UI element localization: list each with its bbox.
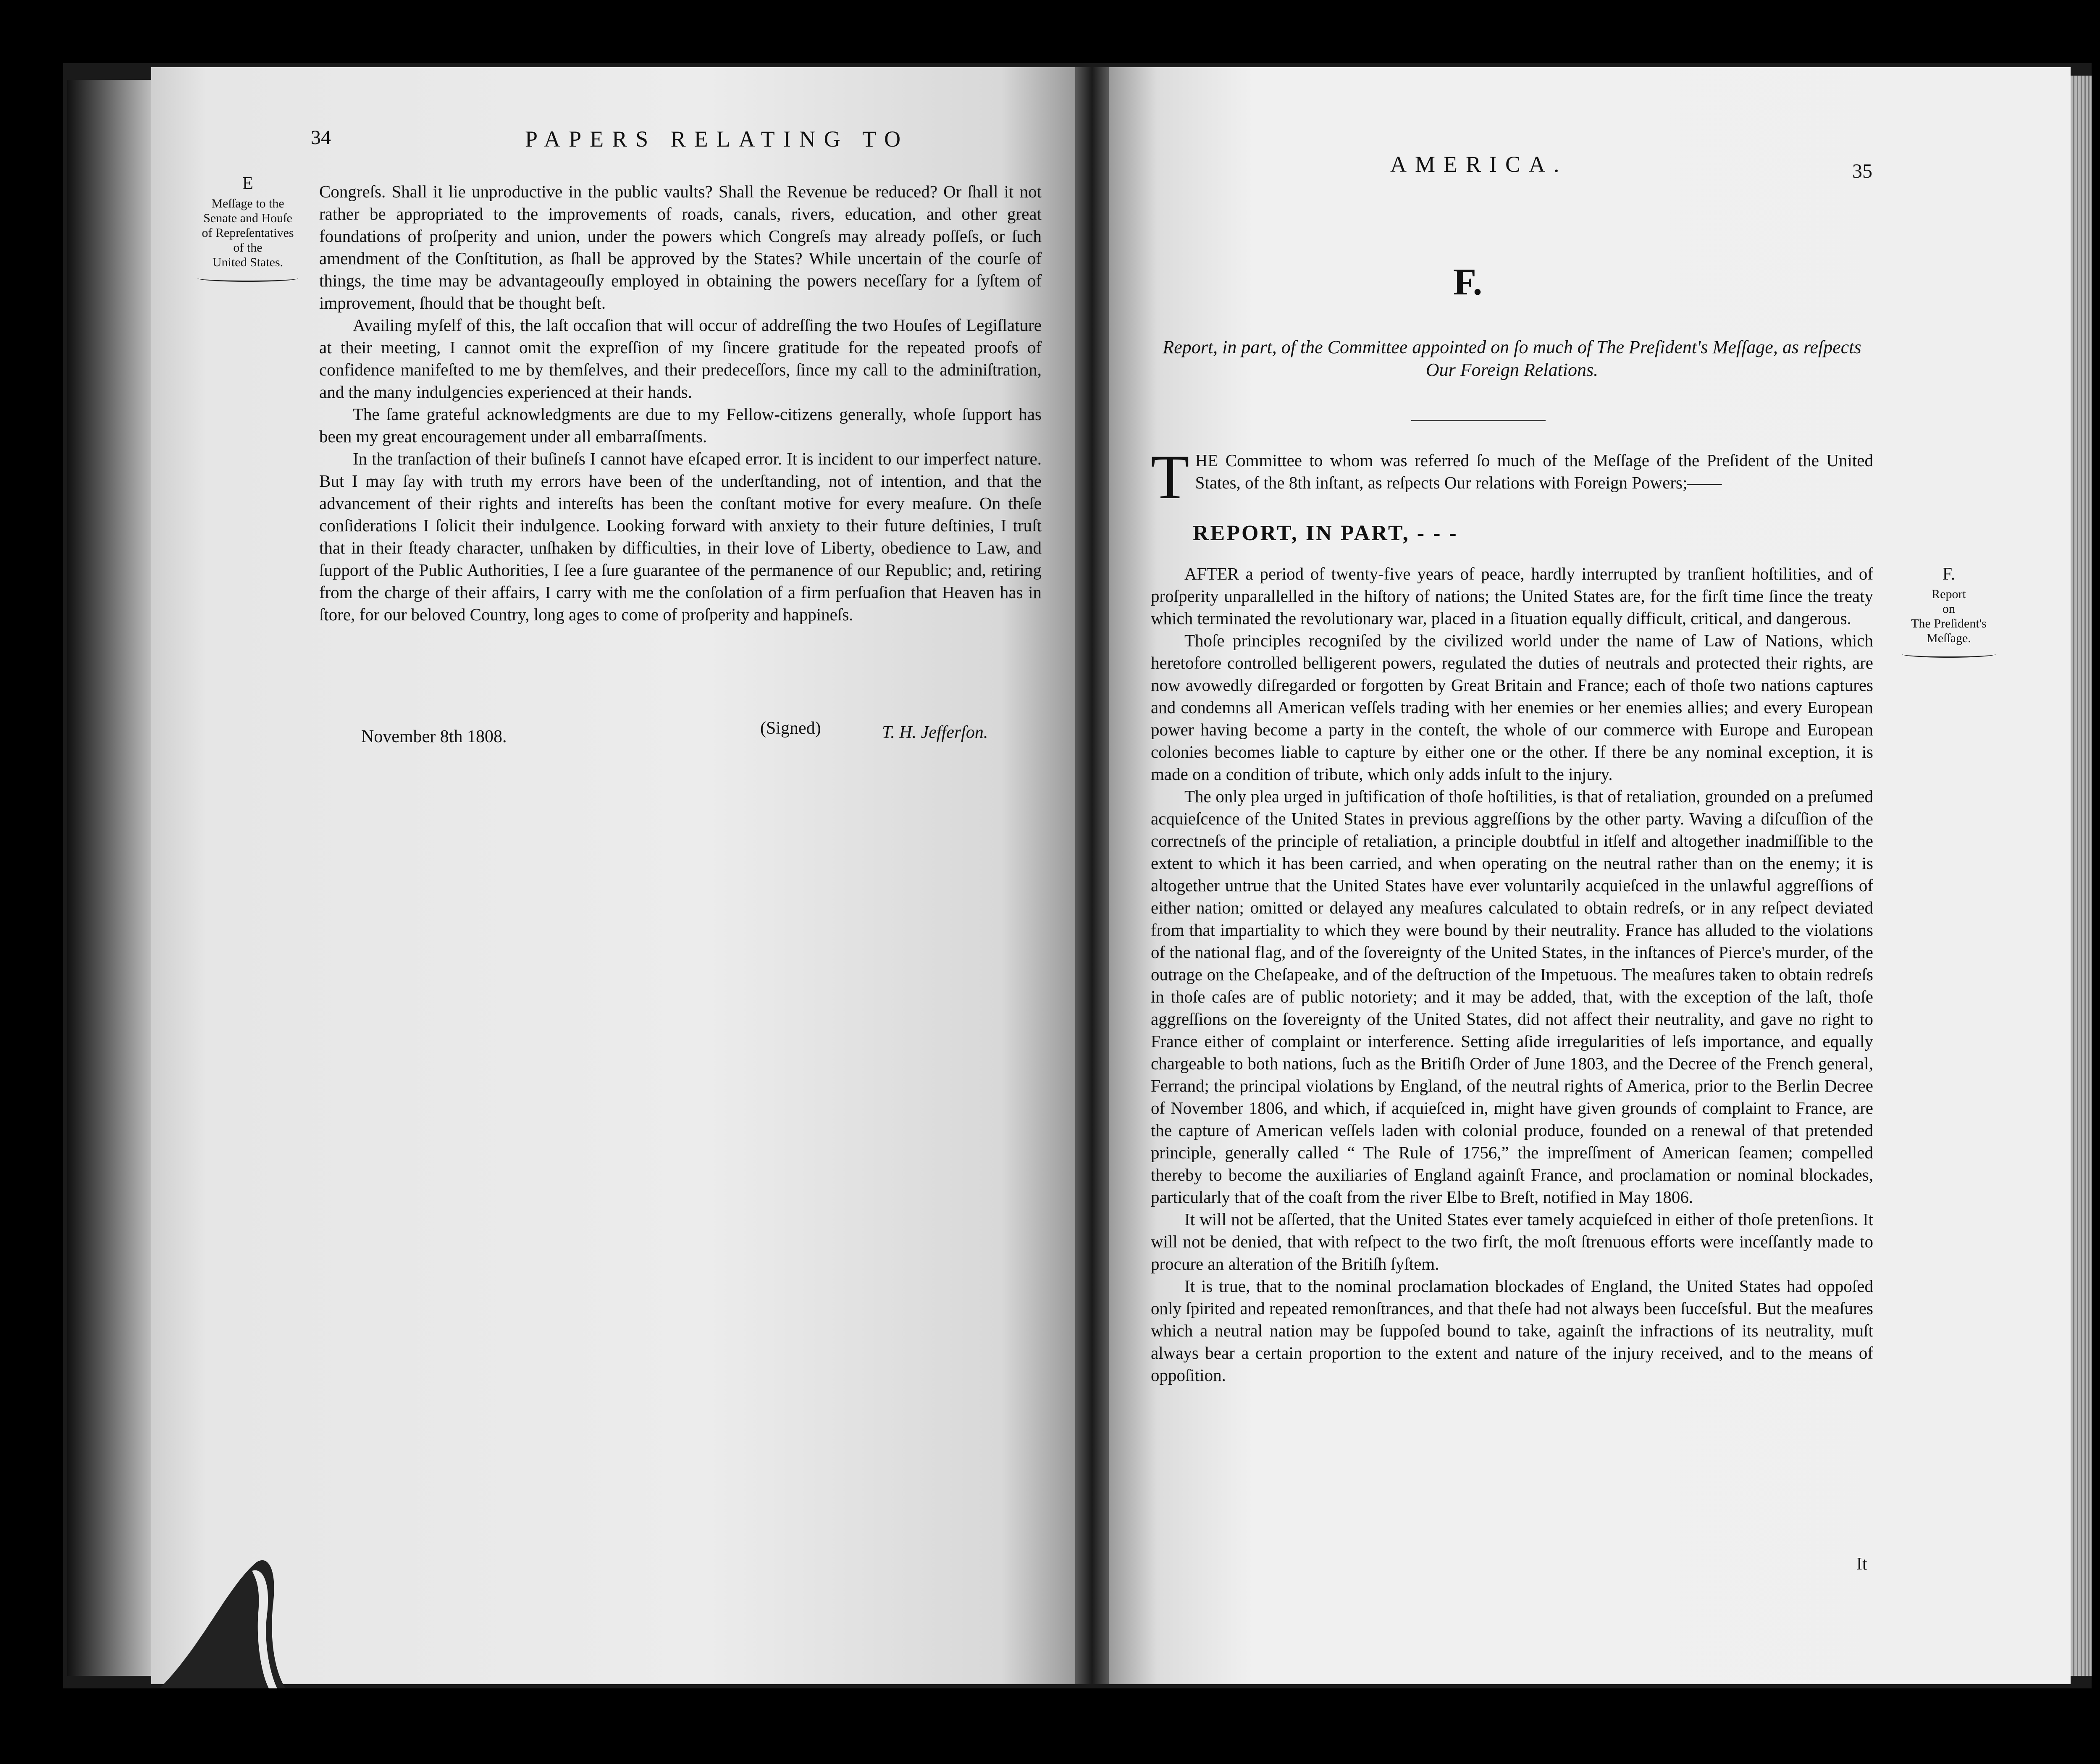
paragraph: Congreſs. Shall it lie unproductive in the public vaults? Shall the Revenue be reduced? Or ſhall it not rather be appropriated to the improvements of roads, canals, rivers, education, and other great foundations of proſperity and union, under the powers which Congreſs may already poſſeſs, or ſuch amendment of the Conſtitution, as ſhall be approved by the States? While uncertain of the courſe of things, the time may be advantageouſly employed in obtaining the powers neceſſary for a ſyſtem of improvement, ſhould that be thought beſt. — [319, 182, 1042, 312]
page-edges — [2071, 76, 2092, 1676]
right-running-head: AMERICA. — [1390, 152, 1568, 177]
margin-note-line: Report — [1932, 587, 1966, 601]
margin-note-line: of Repreſentatives — [202, 226, 294, 240]
paragraph: The only plea urged in juſtification of thoſe hoſtilities, is that of retaliation, grounded on a preſumed acquieſcence of the United States in previous aggreſſions by the other party. Waving a diſcuſſion of the correctneſs of the principle of retaliation, a principle doubtful in itſelf and altogether inadmiſſible to the extent to which it has been carried, and when operating on the neutral rather than on the enemy; it is altogether untrue that the United States have ever voluntarily acquieſced in the unlawful aggreſſions of either nation; omitted or delayed any meaſures calculated to obtain redreſs, or in any reſpect deviated from that impartiality to which they were bound by their neutrality. France has alluded to the violations of the national flag, and of the ſovereignty of the United States, in the inſtances of Pierce's murder, of the outrage on the Cheſapeake, and of the deſtruction of the Impetuous. The meaſures taken to obtain redreſs in thoſe caſes are of public notoriety; and it may be added, that, with the exception of the laſt, thoſe aggreſſions on the ſovereignty of the United States, did not affect their neutrality, and gave no right to France either of complaint or interference. Setting aſide irregularities of leſs importance, and equally chargeable to both nations, ſuch as the Britiſh Order of June 1803, and the Decree of the French general, Ferrand; the principal violations by England, of the neutral rights of America, prior to the Berlin Decree of November 1806, and which, if acquieſced in, might have given grounds of complaint to France, are the capture of American veſſels laden with colonial produce, founded on a renewal of that pretended principle, generally called “ The Rule of 1756,” the impreſſment of American ſeamen; compelled thereby to become the auxiliaries of England againſt France, and proclamation or nominal blockades, particularly that of the coaſt from the river Elbe to Breſt, notified in May 1806. — [1151, 787, 1873, 1207]
margin-note-line: The Preſident's — [1911, 617, 1987, 630]
report-title: Report, in part, of the Committee appointed on ſo much of The Preſident's Meſſage, as reſpects Our Foreign Relations. — [1163, 337, 1861, 380]
margin-note-line: United States. — [212, 255, 284, 269]
title-rule — [1411, 420, 1546, 421]
paragraph: Availing myſelf of this, the laſt occaſion that will occur of addreſſing the two Houſes of Legiſlature at their meeting, I cannot omit the expreſſion of my ſincere gratitude for the repeated proofs of confidence manifeſted to me by themſelves, and their predeceſſors, ſince my call to the adminiſtration, and the many indulgencies experienced at their hands. — [319, 315, 1042, 402]
right-margin-note — [1890, 564, 2008, 658]
margin-note-line: Senate and Houſe — [203, 211, 292, 225]
paragraph: AFTER a period of twenty-five years of peace, hardly interrupted by tranſient hoſtilities, and of proſperity unparallelled in the hiſtory of nations; the United States are, for the firſt time ſince the treaty which terminated the revolutionary war, placed in a ſituation equally difficult, critical, and dangerous. — [1151, 564, 1873, 628]
margin-note-rule — [197, 275, 298, 282]
margin-note-line: on — [1942, 602, 1955, 616]
letter-date: November 8th 1808. — [361, 727, 507, 746]
signed-label: (Signed) — [760, 719, 821, 738]
margin-note-line: of the — [233, 241, 262, 255]
margin-note-rule — [1902, 651, 1996, 658]
left-page-number: 34 — [311, 126, 331, 149]
drop-cap: T — [1151, 442, 1189, 512]
right-body-text — [1151, 563, 1873, 1386]
margin-note-letter: F. — [1942, 564, 1956, 584]
intro-paragraph: HE Committee to whom was referred ſo much of the Meſſage of the Preſident of the United States, of the 8th inſtant, as reſpects Our relations with Foreign Powers;—— — [1195, 451, 1873, 492]
paragraph: Thoſe principles recogniſed by the civilized world under the name of Law of Nations, which heretofore controlled belligerent powers, regulated the duties of neutrals and protected their rights, are now avowedly diſregarded or forgotten by Great Britain and France; each of thoſe two nations captures and condemns all American veſſels trading with her enemies or her enemies allies; and every European power having become a party in the conteſt, the whole of our commerce with Europe and European colonies becomes liable to capture by either one or the other. If there be any nominal exception, it is made on a condition of tribute, which only adds inſult to the injury. — [1151, 631, 1873, 784]
report-subhead: REPORT, IN PART, - - - — [1193, 521, 1458, 545]
paragraph: The ſame grateful acknowledgments are due to my Fellow-citizens generally, whoſe ſupport has been my great encouragement under all embarraſſments. — [319, 404, 1042, 446]
paragraph: It will not be aſſerted, that the United States ever tamely acquieſced in either of thoſe pretenſions. It will not be denied, that with reſpect to the two firſt, the moſt ſtrenuous efforts were inceſſantly made to procure an alteration of the Britiſh ſyſtem. — [1151, 1210, 1873, 1273]
right-page-number: 35 — [1852, 160, 1872, 182]
left-body-text — [319, 181, 1042, 626]
section-letter: F. — [1453, 261, 1483, 303]
ribbon-bookmark — [151, 1554, 302, 1688]
margin-note-line: Meſſage. — [1927, 631, 1971, 645]
intro-text — [1151, 442, 1873, 512]
signature: T. H. Jefferſon. — [882, 723, 988, 742]
margin-note-line: Meſſage to the — [211, 197, 284, 210]
book-left-edge — [67, 80, 151, 1676]
catchword: It — [1856, 1554, 1867, 1574]
paragraph: It is true, that to the nominal proclamation blockades of England, the United States had oppoſed only ſpirited and repeated remonſtrances, and that theſe had not always been ſucceſsful. But the meaſures which a neutral nation may be ſuppoſed bound to take, againſt the infractions of its neutrality, muſt always bear a certain proportion to the extent and nature of the injury received, and to the means of oppoſition. — [1151, 1276, 1873, 1385]
paragraph: In the tranſaction of their buſineſs I cannot have eſcaped error. It is incident to our imperfect nature. But I may ſay with truth my errors have been of the underſtanding, not of intention, and that the advancement of their rights and intereſts has been the conſtant motive for every meaſure. On theſe conſiderations I ſolicit their indulgence. Looking forward with anxiety to their future deſtinies, I truſt that in their ſteady character, unſhaken by difficulties, in their love of Liberty, obedience to Law, and ſupport of the Public Authorities, I ſee a ſure guarantee of the permanence of our Republic; and, retiring from the charge of their affairs, I carry with me the conſolation of a firm perſuaſion that Heaven has in ſtore, for our beloved Country, long ages to come of proſperity and happineſs. — [319, 449, 1042, 624]
margin-note-letter: E — [242, 174, 253, 193]
book-gutter — [1075, 67, 1109, 1684]
left-running-head: PAPERS RELATING TO — [525, 126, 909, 152]
left-margin-note — [185, 176, 311, 282]
